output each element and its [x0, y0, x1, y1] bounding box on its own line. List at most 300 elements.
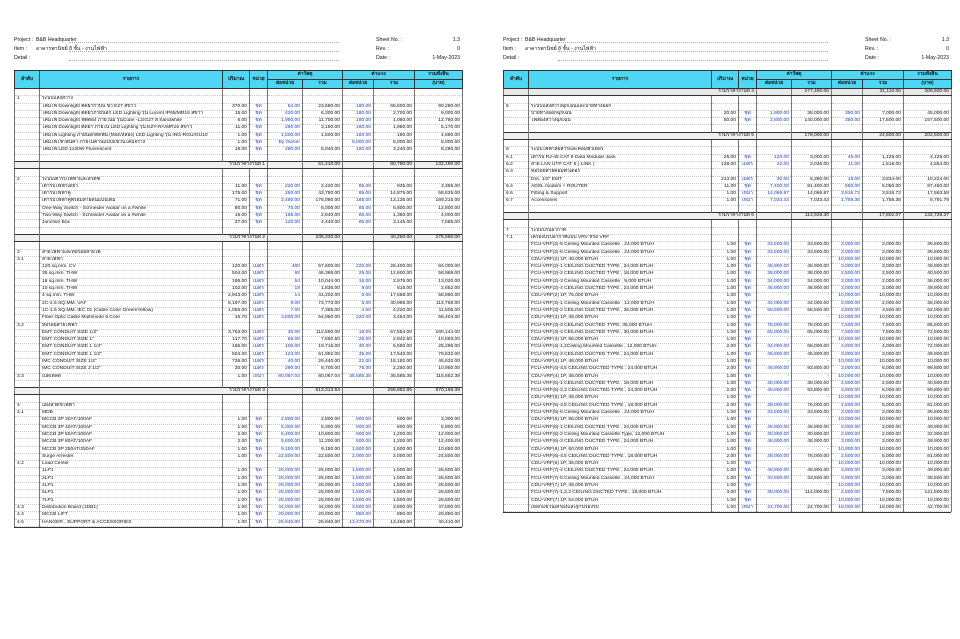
item-unit: ชุด: [250, 439, 268, 446]
item-description: 2LP1: [40, 475, 223, 482]
labour-total: 2,000.00: [863, 431, 904, 438]
item-unit: ชุด: [739, 351, 757, 358]
grand-total: 49,900.00: [904, 264, 952, 271]
grand-total: 24,500.00: [415, 453, 463, 460]
material-total: 25,000.00: [303, 483, 343, 490]
labour-total: 3,000.00: [863, 475, 904, 482]
col-desc-header: รายการ: [529, 71, 712, 89]
row-no: 4: [15, 402, 40, 409]
row-no: [15, 497, 40, 504]
material-total: 24,700.00: [792, 504, 832, 511]
grand-total: 10,000.00: [904, 337, 952, 344]
item-unit: ชุด: [739, 337, 757, 344]
header-underline: [558, 60, 828, 61]
table-row: [15, 417, 463, 424]
section-title: ท่อร้อยสายคอมพิวเตอร์: [529, 169, 712, 176]
item-unit: ชุด: [739, 402, 757, 409]
item-description: 1C-1.5 SQ.MM. IEC 01 (Cable Color Green/Yellow): [40, 307, 223, 314]
labour-total: 1,500.00: [374, 483, 415, 490]
labour-unit-price: 180.00: [343, 110, 374, 117]
labour-total: 10,000.00: [863, 395, 904, 402]
labour-unit-price: 3,000.00: [832, 388, 863, 395]
item-unit: ชุด: [250, 213, 268, 220]
table-row: [15, 103, 463, 110]
subtotal-label: รวมราคางานที่ 5: [529, 132, 757, 139]
item-unit: ชุด: [739, 453, 757, 460]
row-no: 2: [15, 176, 40, 183]
row-no: [15, 344, 40, 351]
item-quantity: 117.70: [223, 337, 250, 344]
table-row: [15, 110, 463, 117]
grand-total: 81,000.00: [904, 453, 952, 460]
item-description: เต้ารับไฟฟ้าเดี่ยว: [40, 183, 223, 190]
labour-total: 5,000.00: [374, 140, 415, 147]
grand-total: 10,224.00: [904, 176, 952, 183]
labour-unit-price: 1,500.00: [343, 483, 374, 490]
item-quantity: 1.00: [223, 424, 250, 431]
item-quantity: 1.00: [712, 300, 739, 307]
item-unit: ชุด: [739, 366, 757, 373]
labour-unit-price: 10,000.00: [832, 395, 863, 402]
grand-total: 10,000.00: [904, 446, 952, 453]
col-material-header: ค่าวัสดุ: [757, 71, 832, 80]
labour-total: 2,000.00: [863, 300, 904, 307]
material-total: 46,900.00: [792, 264, 832, 271]
table-row: [15, 446, 463, 453]
labour-unit-price: 22.00: [343, 358, 374, 365]
subtotal-material: 277,490.00: [792, 89, 832, 96]
material-total: -: [792, 483, 832, 490]
header-detail-label: Detail :: [503, 55, 520, 61]
table-row: [504, 490, 952, 497]
grand-total: 3,300.00: [415, 417, 463, 424]
material-unit-price: -: [757, 256, 792, 263]
item-description: FCU-VRF(7)-5 Ceiling Mounted Cassette , 24,000 BTUH: [529, 475, 712, 482]
item-description: 16 sq.mm. THW: [40, 278, 223, 285]
row-no: [504, 329, 529, 336]
material-total: 34,000.00: [792, 278, 832, 285]
col-labour-header: ค่าแรง: [832, 71, 904, 80]
material-unit-price: 44,000.00: [268, 504, 303, 511]
material-unit-price: -: [757, 337, 792, 344]
col-labour-total-header: รวม: [374, 80, 415, 89]
item-quantity: 1.00: [712, 395, 739, 402]
col-unit-header: หน่วย: [250, 71, 268, 89]
item-unit: เมตร: [250, 307, 268, 314]
row-no: [15, 446, 40, 453]
labour-total: 10,000.00: [863, 417, 904, 424]
item-unit: ชุด: [739, 417, 757, 424]
item-description: CDU-VRF(7) 1P, 48,000 BTUH: [529, 483, 712, 490]
subtotal-labour: 40,250.00: [374, 234, 415, 241]
subtotal-grand: 870,166.39: [415, 388, 463, 395]
labour-unit-price: 180.00: [343, 132, 374, 139]
row-no: [15, 358, 40, 365]
table-row: [504, 322, 952, 329]
labour-unit-price: 10,000.00: [832, 337, 863, 344]
header-project-value: B&B Headquarter: [525, 37, 566, 43]
header-underline: [69, 42, 339, 43]
material-unit-price: -: [757, 446, 792, 453]
item-quantity: 1.00: [223, 373, 250, 380]
labour-unit-price: 85.00: [343, 220, 374, 227]
row-no: [504, 388, 529, 395]
row-no: [15, 366, 40, 373]
material-unit-price: 46,900.00: [757, 439, 792, 446]
item-quantity: 120.00: [223, 264, 250, 271]
item-description: 5LP1: [40, 490, 223, 497]
item-description: One-Way Switch - Schneider Avatar on a #white: [40, 205, 223, 212]
item-unit: ชุด: [250, 446, 268, 453]
material-total: 20,000.00: [303, 512, 343, 519]
material-total: 6,300.00: [303, 110, 343, 117]
labour-unit-price: 3,000.00: [832, 475, 863, 482]
labour-total: 67,554.00: [374, 329, 415, 336]
labour-unit-price: 3,000.00: [832, 264, 863, 271]
material-total: -: [792, 461, 832, 468]
item-unit: เมตร: [250, 264, 268, 271]
item-quantity: 3.00: [712, 490, 739, 497]
labour-total: 6,050.00: [863, 183, 904, 190]
material-total: 11,700.00: [303, 118, 343, 125]
subtotal-labour: 80,780.00: [374, 161, 415, 168]
item-unit: เหมา: [739, 191, 757, 198]
material-total: 2,800.00: [303, 417, 343, 424]
labour-total: 17,658.00: [374, 293, 415, 300]
item-quantity: 2.00: [223, 431, 250, 438]
item-unit: ชุด: [250, 183, 268, 190]
section-row: [15, 96, 463, 103]
material-unit-price: 480: [268, 264, 303, 271]
item-unit: ชุด: [739, 329, 757, 336]
labour-total: 1,125.00: [863, 154, 904, 161]
labour-unit-price: 10,000.00: [832, 256, 863, 263]
labour-unit-price: 2,000.00: [832, 300, 863, 307]
row-no: [15, 315, 40, 322]
table-row: [15, 191, 463, 198]
grand-total: 13,020.00: [415, 278, 463, 285]
labour-total: 5,580.00: [374, 344, 415, 351]
item-unit: เมตร: [250, 358, 268, 365]
grand-total: 49,900.00: [904, 286, 952, 293]
row-no: [504, 337, 529, 344]
item-description: FCU-VRF(5)-6 Ceiling Mounted Cassette , 24,000 BTUH: [529, 410, 712, 417]
item-description: IMC CONDUIT SIZE 1/2": [40, 358, 223, 365]
labour-total: 7,500.00: [863, 329, 904, 336]
item-description: EMT CONDUIT SIZE 1 1/4": [40, 344, 223, 351]
labour-unit-price: 3,000.00: [832, 242, 863, 249]
subtotal-label: รวมราคางานที่ 1: [40, 161, 268, 168]
table-row: [15, 344, 463, 351]
grand-total: 5,900.00: [415, 424, 463, 431]
item-unit: ชุด: [739, 344, 757, 351]
item-description: CDU-VRF(5) 1P, 48,000 BTUH: [529, 395, 712, 402]
grand-total: 10,000.00: [904, 497, 952, 504]
item-quantity: 1.00: [712, 380, 739, 387]
table-row: [15, 358, 463, 365]
table-row: [504, 373, 952, 380]
grand-total: 10,950.00: [415, 366, 463, 373]
item-unit: ชุด: [250, 483, 268, 490]
material-total: 3,000.00: [792, 154, 832, 161]
item-quantity: 1.00: [712, 242, 739, 249]
row-no: [504, 380, 529, 387]
blank-row: [504, 96, 952, 103]
material-total: -: [792, 417, 832, 424]
labour-unit-price: 180.00: [343, 125, 374, 132]
item-description: FCU-VRF(6)-1 CEILING DUCTED TYPE , 24,000 BTUH: [529, 424, 712, 431]
section-title: MDB: [40, 410, 223, 417]
labour-unit-price: 1,500.00: [343, 490, 374, 497]
row-no: [504, 344, 529, 351]
material-unit-price: 5,600.00: [268, 439, 303, 446]
table-row: [15, 264, 463, 271]
section-title: ระบบไฟฟ้าสื่อสารและคอมพิวเตอร์: [529, 147, 712, 154]
item-unit: ชุด: [250, 468, 268, 475]
material-unit-price: 34,000.00: [757, 278, 792, 285]
table-row: [504, 161, 952, 168]
table-row: [504, 410, 952, 417]
subtotal-label: รวมราคางานที่ 6: [529, 213, 757, 220]
item-unit: ชุด: [250, 132, 268, 139]
grand-total: 36,000.00: [904, 278, 952, 285]
item-quantity: 1.00: [712, 431, 739, 438]
material-unit-price: 54: [268, 278, 303, 285]
col-labour-unit-header: ต่อหน่วย: [832, 80, 863, 89]
grand-total: 7,585.00: [415, 220, 463, 227]
material-unit-price: 46,900.00: [757, 351, 792, 358]
labour-unit-price: 4.00: [343, 307, 374, 314]
grand-total: 36,500.00: [904, 249, 952, 256]
item-quantity: 1.00: [223, 446, 250, 453]
header-item-label: Item :: [503, 46, 516, 52]
header-detail-right-label: Date :: [865, 55, 879, 61]
labour-total: 10,000.00: [863, 446, 904, 453]
row-no: [504, 271, 529, 278]
material-unit-price: 38,000.00: [757, 453, 792, 460]
row-no: [15, 490, 40, 497]
labour-total: 1,200.00: [374, 439, 415, 446]
material-unit-price: 46,900.00: [757, 366, 792, 373]
grand-total: 49,900.00: [904, 439, 952, 446]
labour-unit-price: 45.00: [832, 154, 863, 161]
labour-total: 40,985.00: [374, 300, 415, 307]
material-total: 114,000.00: [792, 490, 832, 497]
item-unit: ชุด: [250, 504, 268, 511]
header-item-value: อาคารพานิชย์ 8 ชั้น - งานไฟฟ้า: [525, 46, 596, 52]
item-quantity: 186.00: [223, 344, 250, 351]
item-quantity: 1.00: [223, 453, 250, 460]
material-unit-price: 120.00: [268, 220, 303, 227]
item-description: ไฟส่องสว่างฉุกเฉิน: [529, 118, 712, 125]
labour-total: 10,000.00: [863, 337, 904, 344]
material-unit-price: 25,000.00: [268, 475, 303, 482]
item-quantity: 1.00: [712, 504, 739, 511]
material-unit-price: 38,000.00: [757, 490, 792, 497]
item-description: เหล็กแขวนเครื่องและฐานรองรับ: [529, 504, 712, 511]
material-total: -: [792, 373, 832, 380]
labour-unit-price: 220.00: [343, 315, 374, 322]
row-no: [504, 410, 529, 417]
labour-total: 1,080.00: [374, 118, 415, 125]
labour-total: 3,240.00: [374, 147, 415, 154]
row-no: [504, 358, 529, 365]
material-unit-price: 20,000.00: [268, 512, 303, 519]
table-row: [504, 264, 952, 271]
labour-unit-price: 10,000.00: [832, 417, 863, 424]
material-total: 14,066.87: [792, 191, 832, 198]
labour-total: 66,600.00: [374, 103, 415, 110]
row-no: 4.4: [15, 512, 40, 519]
item-description: Fiber Optic Cable Multimode 6 Core: [40, 315, 223, 322]
table-row: [504, 118, 952, 125]
row-no: 6: [504, 147, 529, 154]
labour-total: 2,000.00: [374, 453, 415, 460]
grand-total: 26,500.00: [415, 497, 463, 504]
item-description: MCCB 3P 30AT/100AF: [40, 417, 223, 424]
material-unit-price: 80,067.04: [268, 373, 303, 380]
labour-unit-price: 3,000.00: [832, 424, 863, 431]
labour-total: 3,000.00: [863, 351, 904, 358]
grand-total: 36,500.00: [904, 410, 952, 417]
subtotal-label: รวมราคางานที่ 3: [40, 388, 268, 395]
labour-total: 3,145.00: [374, 220, 415, 227]
material-unit-price: 92: [268, 271, 303, 278]
item-quantity: 1.00: [712, 329, 739, 336]
row-no: [504, 278, 529, 285]
table-row: [15, 307, 463, 314]
material-total: 25,000.00: [303, 468, 343, 475]
labour-unit-price: 75.00: [343, 366, 374, 373]
item-description: เบ็ดเตล็ด: [40, 373, 223, 380]
row-no: [15, 191, 40, 198]
material-unit-price: 123.00: [268, 351, 303, 358]
row-no: [504, 468, 529, 475]
table-row: [504, 388, 952, 395]
blank-row: [504, 125, 952, 132]
table-row: [15, 519, 463, 526]
material-total: 80,067.04: [303, 373, 343, 380]
item-quantity: 2,943.00: [223, 293, 250, 300]
grand-total: 40,500.00: [904, 271, 952, 278]
material-total: 33,500.00: [792, 475, 832, 482]
item-quantity: 1.00: [712, 497, 739, 504]
item-description: CDU-VRF(7) 1P, 54,000 BTUH: [529, 497, 712, 504]
labour-unit-price: 85.00: [343, 205, 374, 212]
material-unit-price: 30,900.00: [757, 431, 792, 438]
row-no: [15, 132, 40, 139]
material-unit-price: 1,950.00: [268, 118, 303, 125]
material-total: 112,590.00: [303, 329, 343, 336]
col-unit-header: หน่วย: [739, 71, 757, 89]
item-description: โคมไฟ Downlight ฟิตตอง ภายในม รุ่นCube -L2/G27 สี Sandwhite: [40, 118, 223, 125]
labour-unit-price: 180.00: [343, 147, 374, 154]
table-row: [15, 373, 463, 380]
table-row: [504, 337, 952, 344]
labour-total: 2,976.00: [374, 278, 415, 285]
header-detail-right-value: 1-May-2023: [432, 55, 460, 61]
labour-unit-price: 2,500.00: [832, 402, 863, 409]
row-no: 3: [15, 249, 40, 256]
labour-total: 2,000.00: [863, 278, 904, 285]
labour-unit-price: 13,470.00: [343, 519, 374, 526]
item-description: Accessories: [529, 198, 712, 205]
material-unit-price: -: [757, 417, 792, 424]
table-row: [504, 315, 952, 322]
row-no: [15, 483, 40, 490]
material-total: 38,000.00: [792, 271, 832, 278]
grand-total: 49,900.00: [904, 351, 952, 358]
table-row: [504, 286, 952, 293]
grand-total: 36,000.00: [904, 300, 952, 307]
subtotal-grand: 132,190.00: [415, 161, 463, 168]
labour-unit-price: 35.00: [343, 351, 374, 358]
section-row: [504, 147, 952, 154]
item-unit: ชุด: [250, 140, 268, 147]
item-unit: ชุด: [739, 322, 757, 329]
table-row: [15, 118, 463, 125]
material-unit-price: 46,900.00: [757, 388, 792, 395]
row-no: 3.2: [15, 322, 40, 329]
row-no: [15, 307, 40, 314]
grand-total: 10,000.00: [904, 483, 952, 490]
row-no: [504, 439, 529, 446]
table-row: [504, 293, 952, 300]
table-row: [504, 402, 952, 409]
table-row: [15, 468, 463, 475]
material-unit-price: 14,066.87: [757, 191, 792, 198]
labour-total: 10,000.00: [863, 461, 904, 468]
row-no: [504, 504, 529, 511]
item-unit: ชุด: [250, 417, 268, 424]
grand-total: 20,850.00: [415, 512, 463, 519]
grand-total: 189,215.00: [415, 198, 463, 205]
material-total: 76,000.00: [792, 453, 832, 460]
section-row: [15, 402, 463, 409]
material-total: 3,190.00: [303, 125, 343, 132]
material-total: -: [792, 358, 832, 365]
labour-total: 7,000.00: [863, 110, 904, 117]
material-unit-price: 14: [268, 293, 303, 300]
labour-total: 26,400.00: [374, 264, 415, 271]
col-qty-header: ปริมาณ: [223, 71, 250, 89]
row-no: 6.7: [504, 198, 529, 205]
labour-unit-price: 185.00: [343, 198, 374, 205]
grand-total: 10,000.00: [904, 315, 952, 322]
material-unit-price: 9.00: [268, 300, 303, 307]
item-unit: ชุด: [250, 497, 268, 504]
material-total: 2,420.00: [303, 183, 343, 190]
item-description: FCU-VRF(7)-4 CEILING DUCTED TYPE , 24,000 BTUH: [529, 468, 712, 475]
table-row: [15, 329, 463, 336]
material-total: 34,000.00: [792, 300, 832, 307]
row-no: [504, 483, 529, 490]
row-no: [504, 286, 529, 293]
material-unit-price: 34,000.00: [757, 344, 792, 351]
labour-total: 10,000.00: [863, 256, 904, 263]
labour-unit-price: 600.00: [343, 431, 374, 438]
material-total: -: [792, 395, 832, 402]
item-unit: ชุด: [739, 256, 757, 263]
material-unit-price: 65,000.00: [757, 329, 792, 336]
section-row: [504, 227, 952, 234]
material-total: 10,800.00: [303, 431, 343, 438]
grand-total: 99,800.00: [904, 366, 952, 373]
blank-row: [15, 154, 463, 161]
grand-total: 58,625.00: [415, 191, 463, 198]
item-quantity: 16.00: [223, 213, 250, 220]
grand-total: 40,410.00: [415, 519, 463, 526]
